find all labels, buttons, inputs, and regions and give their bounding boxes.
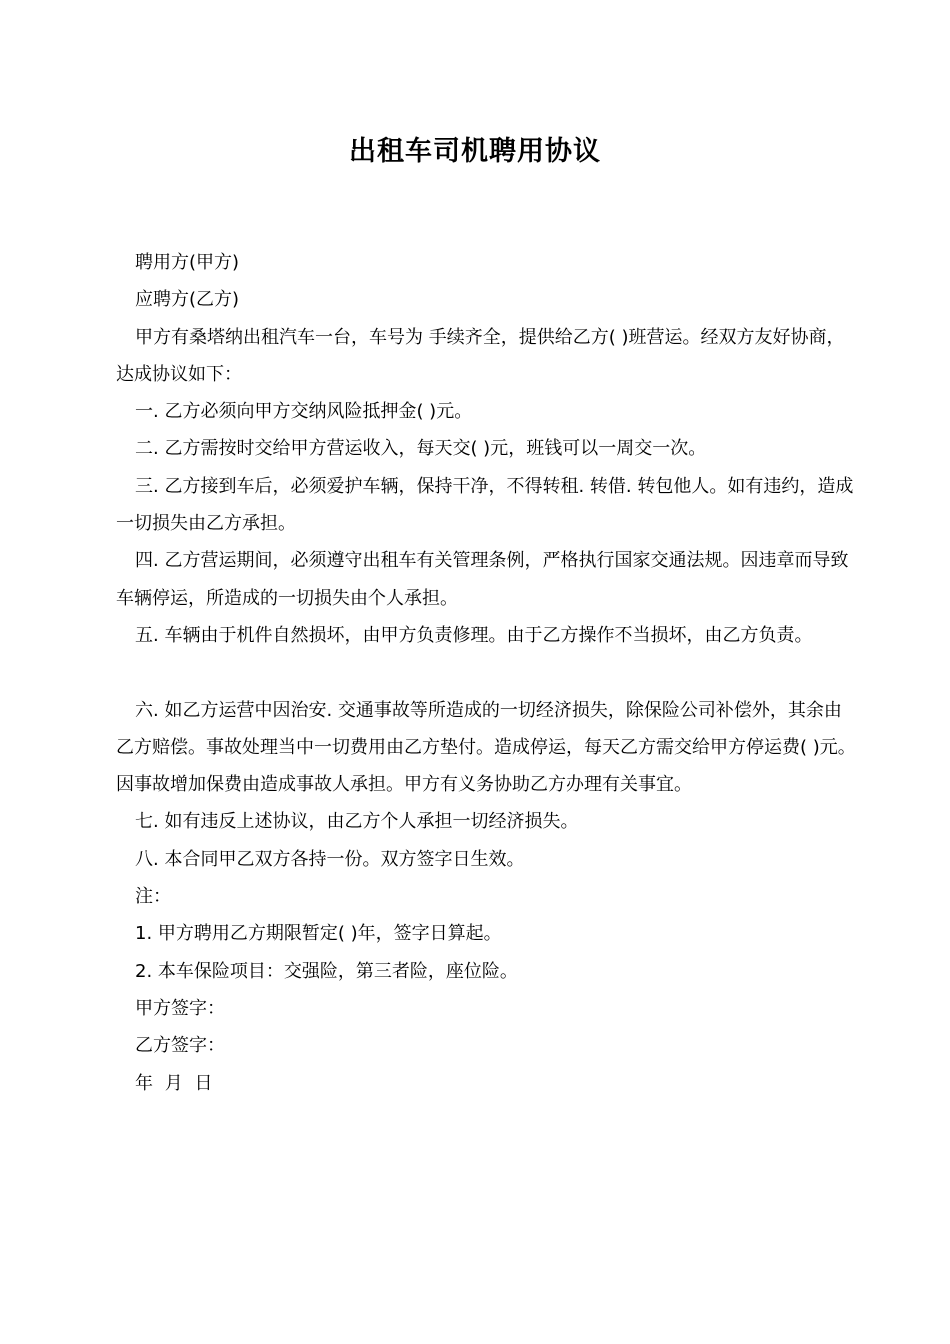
document-body — [116, 244, 856, 1102]
signature-party-a: 甲方签字： — [135, 997, 225, 1019]
clause-5: 五. 车辆由于机件自然损坏，由甲方负责修理。由于乙方操作不当损坏，由乙方负责。 — [135, 624, 813, 646]
note-2: 2. 本车保险项目：交强险，第三者险，座位险。 — [135, 960, 518, 982]
signature-party-b: 乙方签字： — [135, 1035, 225, 1057]
note-1: 1. 甲方聘用乙方期限暂定( )年，签字日算起。 — [135, 923, 502, 945]
document-title: 出租车司机聘用协议 — [349, 136, 601, 167]
notes-label: 注： — [135, 886, 171, 908]
clause-8: 八. 本合同甲乙双方各持一份。双方签字日生效。 — [135, 848, 525, 870]
clause-3: 三. 乙方接到车后，必须爱护车辆，保持干净，不得转租. 转借. 转包他人。如有违约，造成一切损失由乙方承担。 — [116, 475, 854, 535]
clause-1: 一. 乙方必须向甲方交纳风险抵押金( )元。 — [135, 401, 473, 423]
date-line: 年 月 日 — [135, 1072, 216, 1094]
clause-2: 二. 乙方需按时交给甲方营运收入，每天交( )元，班钱可以一周交一次。 — [135, 438, 707, 460]
party-a-label: 聘用方(甲方) — [135, 252, 240, 273]
clause-7: 七. 如有违反上述协议，由乙方个人承担一切经济损失。 — [135, 811, 579, 833]
clause-6: 六. 如乙方运营中因治安. 交通事故等所造成的一切经济损失，除保险公司补偿外，其余由乙方赔偿。事故处理当中一切费用由乙方垫付。造成停运，每天乙方需交给甲方停运费( )元。因事故增加保费由造成事故人承担。甲方有义务协助乙方办理有关事宜。 — [116, 699, 856, 796]
intro-paragraph: 甲方有桑塔纳出租汽车一台，车号为 手续齐全，提供给乙方( )班营运。经双方友好协商，达成协议如下： — [116, 326, 845, 385]
party-b-label: 应聘方(乙方) — [135, 289, 240, 311]
clause-4: 四. 乙方营运期间，必须遵守出租车有关管理条例，严格执行国家交通法规。因违章而导致车辆停运，所造成的一切损失由个人承担。 — [116, 550, 849, 609]
